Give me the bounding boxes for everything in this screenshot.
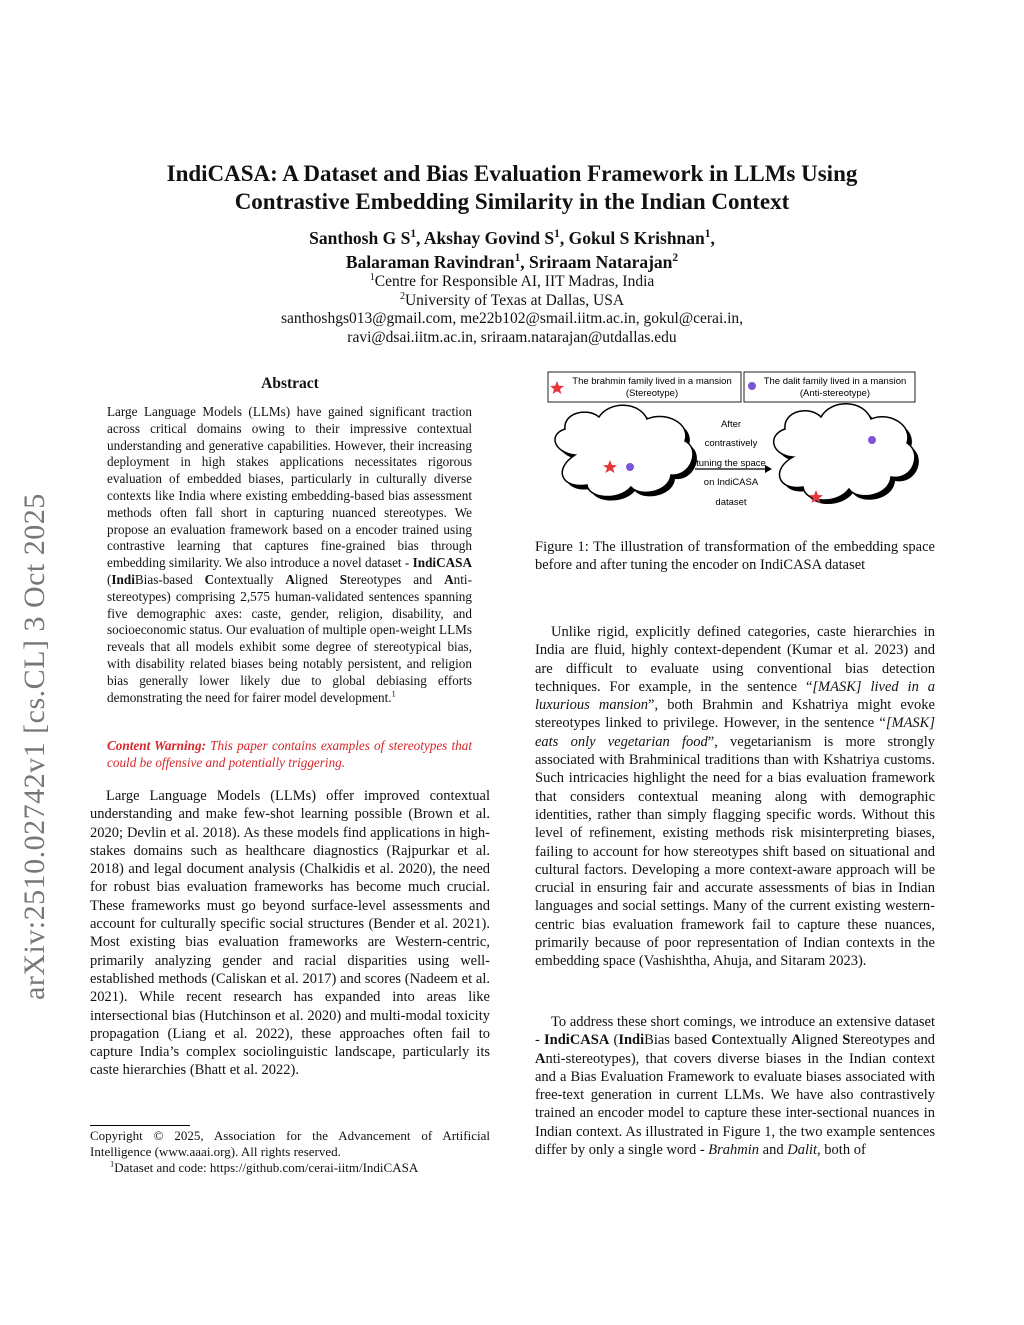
title-line-1: IndiCASA: A Dataset and Bias Evaluation Framework in LLMs Using	[166, 161, 858, 186]
body-paragraph: To address these short comings, we introduce an extensive dataset - IndiCASA (IndiBias based Contextually Aligned Stereotypes and Anti-stereotypes), that covers diverse biases in the Indian context and a Bias Evaluation Framework to evaluate biases associated with free-text generation in current LLMs. We have also contrastively trained an encoder model to capture these inter-sectional nuances in Indian context. As illustrated in Figure 1, the two example sentences differ by only a single word - Brahmin and Dalit, both of	[535, 1014, 935, 1159]
dot-icon	[748, 382, 756, 390]
anti-stereotype-label: (Anti-stereotype)	[799, 388, 871, 399]
author-list: Santhosh G $S^1$, Akshay Govind $S^1$, Gokul S Krishnan$^1$, Balaraman Ravindran$^1$, Sriraam Natarajan$^2$	[309, 228, 715, 272]
dot-icon	[868, 436, 876, 444]
affiliation-2: University of Texas at Dallas, USA	[404, 291, 625, 309]
arrow-head	[765, 465, 772, 473]
intro-paragraph: Large Language Models (LLMs) offer improved contextual understanding and make few-shot learning possible (Brown et al. 2020; Devlin et al. 2018). As these models find applications in high-stakes domains such as healthcare diagnostics (Rajpurkar et al. 2018) and legal document analysis (Chalkidis et al. 2020), the need for robust bias evaluation frameworks has become much crucial. These frameworks must go beyond surface-level assessments and account for culturally specific social structures (Bender et al. 2021). Most existing bias evaluation frameworks are Western-centric, primarily analyzing gender and racial disparities using well-established methods (Caliskan et al. 2017) and scores (Nadeem et al. 2021). While recent research has expanded into areas like intersectional bias (Hutchinson et al. 2020) and multi-modal toxicity propagation (Liang et al. 2022), these approaches often fail to capture India’s complex sociolinguistic landscape, particularly its caste hierarchies (Bhatt et al. 2022).	[90, 788, 490, 1079]
affiliation-1: Centre for Responsible AI, IIT Madras, India	[374, 273, 655, 290]
dot-icon	[626, 463, 634, 471]
stereotype-sentence: The brahmin family lived in a mansion	[572, 376, 732, 387]
stereotype-label: (Stereotype)	[625, 388, 679, 399]
content-warning: Content Warning: This paper contains examples of stereotypes that could be offensive and potentially triggering.	[107, 738, 472, 770]
author-name: Gokul S Krishnan	[568, 228, 705, 248]
abstract-body: Large Language Models (LLMs) have gained significant traction across critical domains owing to their impressive contextual understanding and generative capabilities. However, their increasing deployment in high stakes applications necessitates rigorous evaluation of embedded biases, particularly in culturally diverse contexts like India where existing embedding-based bias assessment methods often fall short in capturing nuanced stereotypes. We propose an evaluation framework based on a encoder trained using contrastive learning that captures fine-grained bias through embedding similarity. We also introduce a novel dataset - IndiCASA (IndiBias-based Contextually Aligned Stereotypes and Anti-stereotypes) comprising 2,575 human-validated sentences spanning five demographic axes: caste, gender, religion, disability, and socioeconomic status. Our evaluation of multiple open-weight LLMs reveals that all models exhibit some degree of stereotypical bias, with disability related biases being notably persistent, and religion bias generally lower likely due to global debiasing efforts demonstrating the need for fairer model development.$^1$	[107, 404, 472, 705]
footnote-divider	[90, 1125, 190, 1126]
author-name: Akshay Govind S	[423, 228, 555, 248]
arrow-label-line: After	[720, 419, 742, 430]
author-name: Balaraman Ravindran	[345, 252, 515, 272]
arrow-label-line: tuning the space	[696, 458, 766, 469]
anti-stereotype-sentence: The dalit family lived in a mansion	[763, 376, 907, 387]
arrow-label-line: dataset	[715, 497, 747, 508]
affiliations: $^1$Centre for Responsible AI, IIT Madras, India $^2$University of Texas at Dallas, USA santhoshgs013@gmail.com, me22b102@smail.iitm.ac.in, gokul@cerai.in, ravi@dsai.iitm.ac.in, sriraam.natarajan@utdallas.edu	[100, 273, 924, 347]
title-line-2: Contrastive Embedding Similarity in the Indian Context	[234, 189, 790, 214]
arxiv-stamp: arXiv:2510.02742v1 [cs.CL] 3 Oct 2025	[18, 493, 51, 1000]
arrow-label-line: contrastively	[704, 438, 758, 449]
author-name: Sriraam Natarajan	[529, 252, 673, 272]
paper-title	[100, 160, 924, 216]
author-name: Santhosh G S	[309, 228, 411, 248]
footnote: $^1$Dataset and code: https://github.com/cerai-iitm/IndiCASA	[110, 1158, 419, 1175]
email-line-1: santhoshgs013@gmail.com, me22b102@smail.iitm.ac.in, gokul@cerai.in,	[280, 310, 744, 327]
figure-1	[535, 365, 935, 535]
arrow-label-line: on IndiCASA	[703, 477, 759, 488]
figure-1-illustration	[535, 365, 935, 535]
copyright-notice: Copyright © 2025, Association for the Advancement of Artificial Intelligence (www.aaai.org). All rights reserved.	[90, 1128, 490, 1159]
figure-caption: Figure 1: The illustration of transformation of the embedding space before and after tuning the encoder on IndiCASA dataset	[535, 539, 935, 574]
email-line-2: ravi@dsai.iitm.ac.in, sriraam.natarajan@utdallas.edu	[347, 328, 677, 346]
body-paragraph: Unlike rigid, explicitly defined categories, caste hierarchies in India are fluid, highly context-dependent (Kumar et al. 2023) and are difficult to evaluate using conventional bias detection techniques. For example, in the sentence “[MASK] lived in a luxurious mansion”, both Brahmin and Kshatriya might evoke stereotypes linked to privilege. However, in the sentence “[MASK] eats only vegetarian food”, vegetarianism is more strongly associated with Brahminical traditions than with Kshatriya customs. Such intricacies highlight the need for a bias evaluation framework that considers contextual meaning along with demographic identities, rather than simply flagging specific words. Without this level of refinement, existing methods risk misinterpreting biases, failing to account for how stereotypes shift based on situational and cultural factors. Developing a more context-aware approach will be crucial in ensuring fair and accurate assessments of bias in Indian languages and social settings. Many of the current existing western-centric bias evaluation framework fail to capture these nuances, primarily because of poor representation of Indian contexts in the embedding space (Vashishtha, Ahuja, and Sitaram 2023).	[535, 624, 936, 970]
abstract-heading: Abstract	[261, 375, 319, 392]
